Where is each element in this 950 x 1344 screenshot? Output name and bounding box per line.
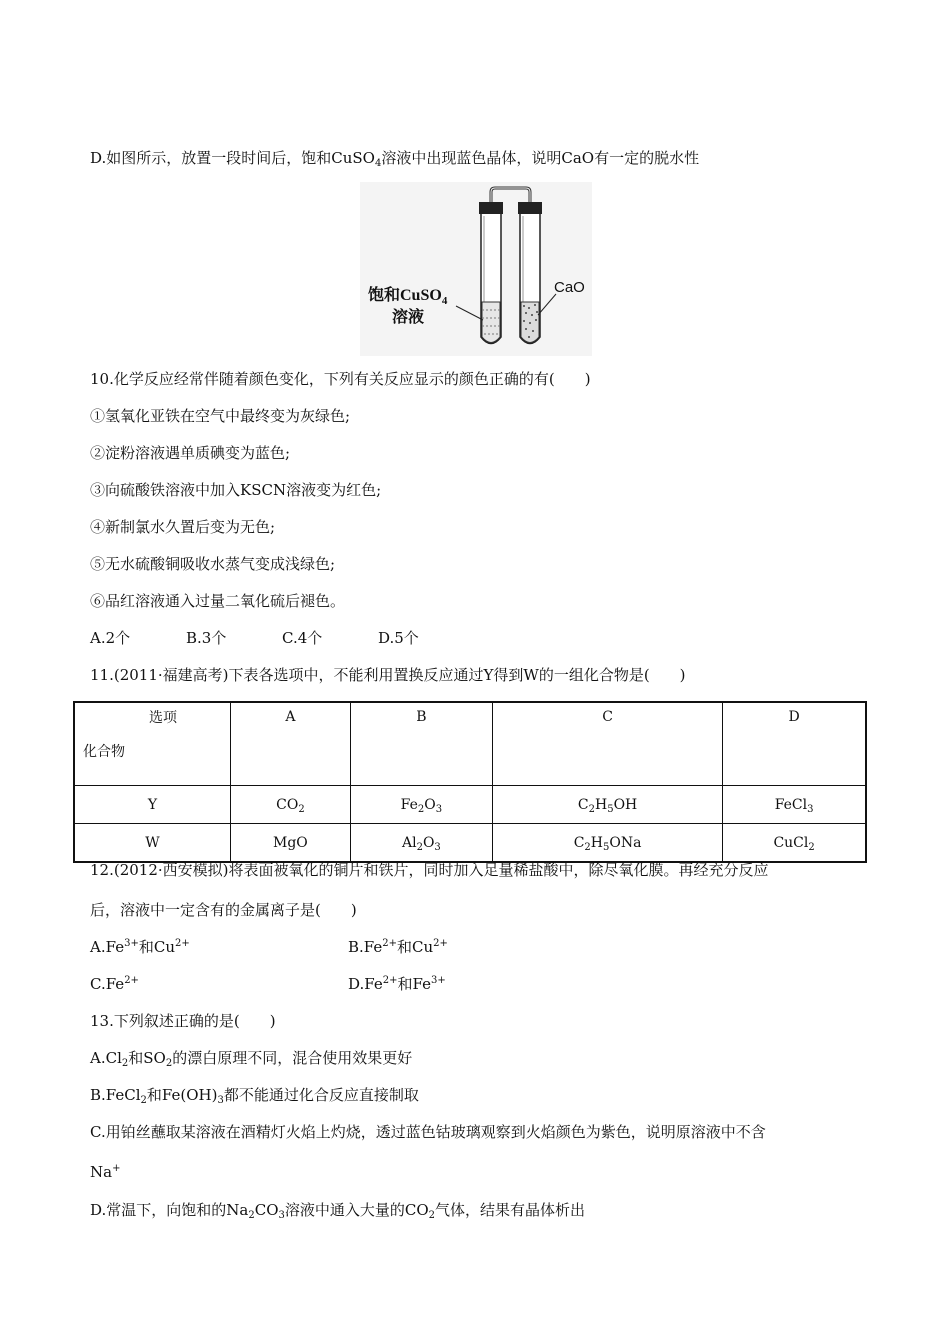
- option-text: 气体，结果有晶体析出: [435, 1201, 586, 1219]
- subscript: 3: [278, 1210, 285, 1221]
- y-b-cell: [350, 786, 492, 824]
- conjunction: 和: [138, 938, 154, 956]
- subscript: 5: [603, 841, 610, 853]
- q12-option-c: [90, 974, 348, 994]
- figure-background: [360, 182, 592, 356]
- test-tube-figure: [360, 182, 592, 356]
- option-letter: D.: [348, 975, 365, 993]
- q10-item: ③向硫酸铁溶液中加入KSCN溶液变为红色;: [90, 481, 382, 499]
- subscript: 2: [808, 841, 815, 853]
- q10-item: ④新制氯水久置后变为无色;: [90, 518, 276, 536]
- test-tubes-diagram: [360, 182, 592, 356]
- q12-options-ab: [90, 937, 448, 957]
- ion: Fe: [363, 938, 383, 956]
- formula: Fe: [400, 796, 418, 813]
- header-b: B: [350, 702, 492, 786]
- ion: Fe: [412, 975, 431, 993]
- subscript: 5: [607, 803, 614, 815]
- formula: C: [577, 796, 589, 813]
- q12-option-d: [348, 975, 446, 993]
- q10-option-c: C.4个: [282, 629, 323, 647]
- table-row-w: [74, 824, 866, 863]
- q12-options-cd: [90, 974, 446, 994]
- subscript: 2: [588, 803, 595, 815]
- q9d-text: D.如图所示，放置一段时间后，饱和: [90, 149, 332, 167]
- subscript: 3: [807, 803, 814, 815]
- q12-stem: 12.(2012·西安模拟)将表面被氧化的铜片和铁片，同时加入足量稀盐酸中，除尽氧化膜。再经充分反应: [90, 861, 769, 879]
- charge: 2+: [382, 975, 398, 986]
- q11-stem: 11.(2011·福建高考)下表各选项中，不能利用置换反应通过Y得到W的一组化合物是( ): [90, 666, 686, 684]
- subscript: 2: [417, 803, 425, 815]
- subscript: 2: [140, 1095, 147, 1106]
- table-row-y: [74, 786, 866, 824]
- subscript: 2: [416, 841, 423, 853]
- option-text: 溶液中通入大量的CO: [284, 1201, 429, 1219]
- subscript: 2: [298, 803, 305, 815]
- charge: +: [112, 1163, 121, 1174]
- subscript: 2: [121, 1058, 129, 1069]
- right-stopper: [518, 202, 542, 214]
- q13-stem: 13.下列叙述正确的是( ): [90, 1012, 276, 1030]
- option-text: D.常温下，向饱和的Na: [90, 1201, 249, 1219]
- ion: Fe: [105, 975, 125, 993]
- ion: Cu: [412, 938, 434, 956]
- w-a-cell: [231, 824, 351, 863]
- w-c-cell: [492, 824, 722, 863]
- header-a: A: [231, 702, 351, 786]
- q12-stem-cont: 后，溶液中一定含有的金属离子是( ): [90, 901, 357, 919]
- cuso4-solution: [482, 302, 500, 343]
- corner-bottom-label: 化合物: [83, 744, 125, 760]
- corner-top-label: 选项: [149, 710, 177, 726]
- charge: 2+: [174, 938, 190, 949]
- formula: MgO: [273, 834, 308, 851]
- subscript: 2: [584, 841, 591, 853]
- q10-item: ①氢氧化亚铁在空气中最终变为灰绿色;: [90, 407, 351, 425]
- q10-item: ⑤无水硫酸铜吸收水蒸气变成浅绿色;: [90, 555, 336, 573]
- subscript: 4: [374, 158, 382, 169]
- option-text: A.Cl: [90, 1049, 122, 1067]
- formula: CO: [276, 796, 299, 813]
- option-letter: B.: [348, 938, 364, 956]
- left-label-line2: 溶液: [392, 309, 425, 326]
- ion: Fe: [105, 938, 125, 956]
- right-label: CaO: [554, 279, 585, 296]
- cao-formula: CaO: [561, 149, 595, 167]
- header-d: D: [723, 702, 866, 786]
- header-c: C: [492, 702, 722, 786]
- q13-option-c-cont: [90, 1162, 120, 1182]
- q13-option-c: C.用铂丝蘸取某溶液在酒精灯火焰上灼烧，透过蓝色钴玻璃观察到火焰颜色为紫色，说明原溶液中不含: [90, 1123, 766, 1141]
- row-label: W: [74, 824, 231, 863]
- conjunction: 和: [397, 938, 413, 956]
- formula: O: [424, 796, 436, 813]
- q10-option-a: A.2个: [90, 629, 131, 647]
- option-text: CO: [254, 1201, 279, 1219]
- option-text: 的漂白原理不同，混合使用效果更好: [172, 1049, 413, 1067]
- q9-option-d: [90, 148, 699, 168]
- q10-options: [90, 628, 419, 648]
- subscript: 2: [165, 1058, 173, 1069]
- q12-option-b: [348, 938, 448, 956]
- subscript: 2: [248, 1210, 255, 1221]
- cuso4-formula: CuSO: [331, 149, 375, 167]
- formula: FeCl: [774, 796, 808, 813]
- table-corner-cell: [74, 702, 231, 786]
- q10-item: ⑥品红溶液通入过量二氧化硫后褪色。: [90, 592, 346, 610]
- q10-option-b: B.3个: [186, 629, 227, 647]
- ion: Cu: [153, 938, 175, 956]
- ion: Fe: [364, 975, 383, 993]
- q10-item: ②淀粉溶液遇单质碘变为蓝色;: [90, 444, 291, 462]
- y-a-cell: [231, 786, 351, 824]
- formula: O: [422, 834, 435, 851]
- charge: 3+: [124, 938, 139, 949]
- q9d-text: 有一定的脱水性: [594, 149, 700, 167]
- q10-option-d: D.5个: [378, 629, 419, 647]
- table-header-row: [74, 702, 866, 786]
- formula: OH: [613, 796, 638, 813]
- ion: Na: [90, 1163, 113, 1181]
- q10-stem: 10.化学反应经常伴随着颜色变化，下列有关反应显示的颜色正确的有( ): [90, 370, 591, 388]
- formula: H: [590, 834, 603, 851]
- q13-option-b: [90, 1085, 419, 1105]
- q13-option-a: [90, 1048, 412, 1068]
- q13-option-d: [90, 1200, 585, 1220]
- formula: CuCl: [773, 834, 809, 851]
- formula: C: [573, 834, 585, 851]
- q9d-text: 溶液中出现蓝色晶体，说明: [381, 149, 562, 167]
- option-text: B.FeCl: [90, 1086, 141, 1104]
- left-stopper: [479, 202, 503, 214]
- w-d-cell: [723, 824, 866, 863]
- left-label: 饱和CuSO$_4$: [368, 287, 448, 307]
- w-b-cell: [350, 824, 492, 863]
- subscript: 2: [428, 1210, 436, 1221]
- formula: ONa: [609, 834, 642, 851]
- y-c-cell: [492, 786, 722, 824]
- y-d-cell: [723, 786, 866, 824]
- charge: 3+: [430, 975, 446, 986]
- row-label: Y: [74, 786, 231, 824]
- formula: H: [594, 796, 608, 813]
- subscript: 3: [217, 1095, 224, 1106]
- subscript: 3: [434, 841, 441, 853]
- option-text: 和Fe(OH): [146, 1086, 218, 1104]
- option-letter: C.: [90, 975, 106, 993]
- formula: Al: [401, 834, 417, 851]
- q11-table: [73, 701, 867, 863]
- option-text: 都不能通过化合反应直接制取: [223, 1086, 419, 1104]
- charge: 2+: [382, 938, 398, 949]
- q12-option-a: [90, 937, 348, 957]
- charge: 2+: [433, 938, 448, 949]
- option-text: 和SO: [128, 1049, 166, 1067]
- option-letter: A.: [90, 938, 106, 956]
- conjunction: 和: [397, 975, 413, 993]
- subscript: 3: [435, 803, 443, 815]
- charge: 2+: [124, 975, 139, 986]
